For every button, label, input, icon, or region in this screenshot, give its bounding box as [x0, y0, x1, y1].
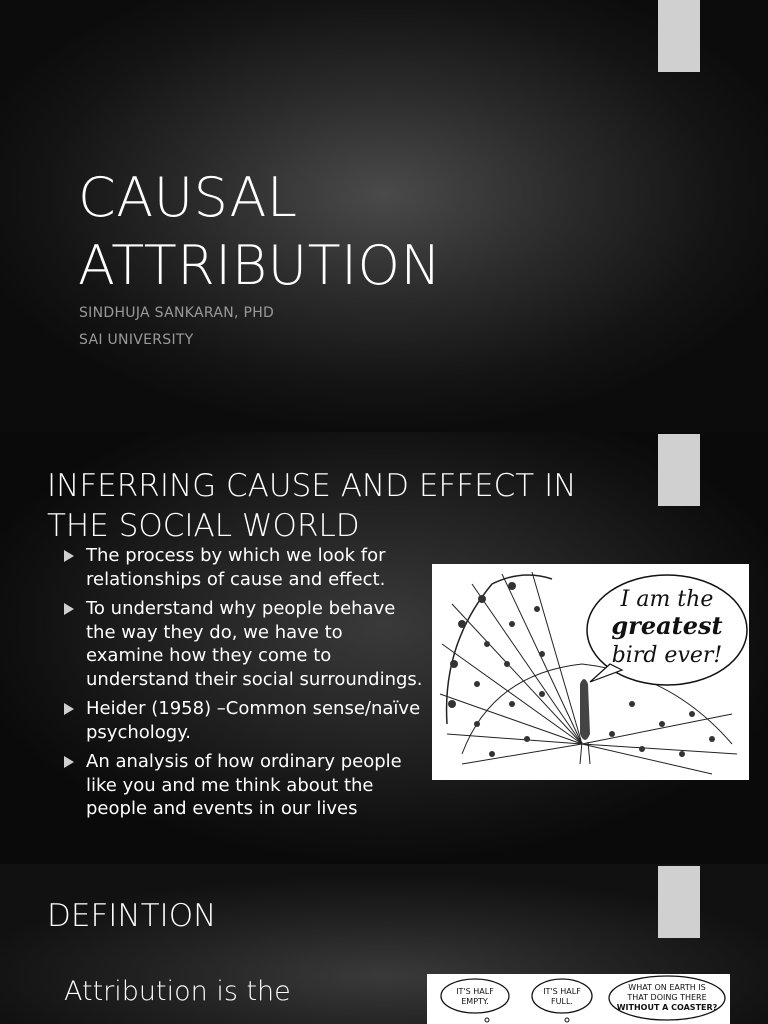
slide-corner-tab	[658, 866, 700, 938]
bullet-text: Heider (1958) –Common sense/naïve psychology.	[86, 698, 421, 743]
bubble2-line1: IT'S HALF	[543, 987, 581, 996]
title-line-1: CAUSAL	[78, 166, 298, 229]
peacock-illustration	[432, 564, 749, 780]
speech-line-1: I am the	[620, 587, 714, 612]
bullet-triangle-icon	[64, 756, 74, 768]
bullet-list	[64, 544, 424, 827]
speech-line-3: bird ever!	[611, 643, 723, 668]
bubble3-line2: THAT DOING THERE	[627, 993, 707, 1002]
slide-title: DEFINTION	[47, 898, 217, 934]
title-line-1: INFERRING CAUSE AND EFFECT IN	[47, 468, 577, 504]
speech-line-2: greatest	[611, 611, 723, 640]
definition-text: Attribution is the	[64, 976, 291, 1007]
bullet-item	[64, 597, 424, 691]
bullet-triangle-icon	[64, 603, 74, 615]
affiliation: SAI UNIVERSITY	[79, 332, 194, 348]
title-slide	[0, 0, 768, 432]
content-slide	[0, 432, 768, 864]
glass-cartoon-image	[427, 974, 730, 1024]
bullet-item	[64, 544, 424, 591]
peacock-cartoon-image	[432, 564, 749, 780]
bubble2-line2: FULL.	[551, 997, 573, 1006]
slide-corner-tab	[658, 0, 700, 72]
bullet-item	[64, 697, 424, 744]
glass-cartoon-illustration	[427, 974, 730, 1024]
author-name: SINDHUJA SANKARAN, PHD	[79, 305, 275, 321]
slide-corner-tab	[658, 434, 700, 506]
bullet-triangle-icon	[64, 703, 74, 715]
bubble3-line1: WHAT ON EARTH IS	[628, 983, 706, 992]
bullet-item	[64, 750, 424, 821]
bubble3-line3: WITHOUT A COASTER?	[616, 1003, 718, 1012]
bullet-triangle-icon	[64, 550, 74, 562]
title-line-2: ATTRIBUTION	[78, 234, 442, 297]
slide-title	[78, 164, 441, 300]
bullet-text: To understand why people behave the way they do, we have to examine how they come to understand their social surroundings.	[86, 598, 423, 690]
slide-title	[47, 466, 607, 546]
definition-slide	[0, 864, 768, 1024]
title-line-2: THE SOCIAL WORLD	[47, 508, 360, 544]
bullet-text: The process by which we look for relationships of cause and effect.	[86, 545, 386, 590]
bubble1-line1: IT'S HALF	[456, 987, 494, 996]
bubble1-line2: EMPTY.	[461, 997, 489, 1006]
bullet-text: An analysis of how ordinary people like you and me think about the people and events in our lives	[86, 751, 402, 819]
